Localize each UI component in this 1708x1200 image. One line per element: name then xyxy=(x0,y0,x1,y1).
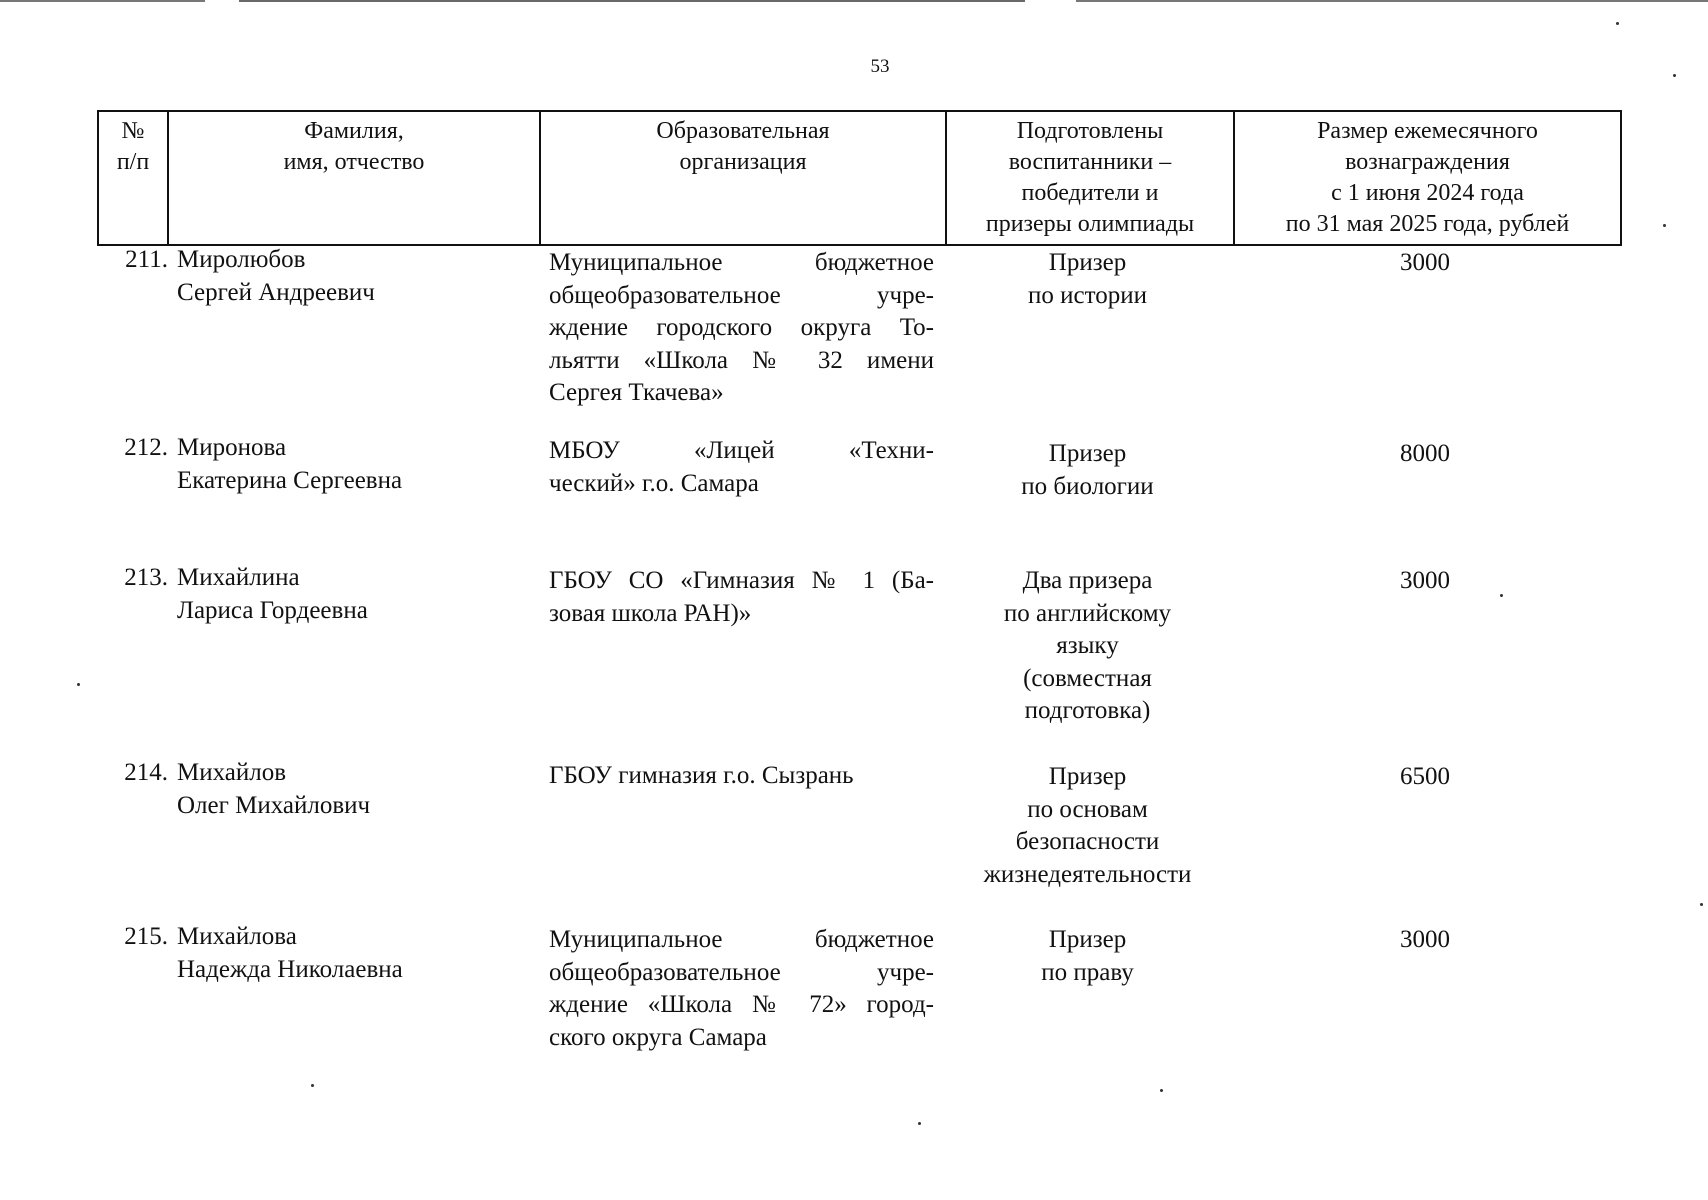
prep-line: Два призера xyxy=(1022,567,1153,594)
scan-speck xyxy=(1700,903,1703,906)
row-amount: 6500 xyxy=(1400,763,1450,790)
row-prepared xyxy=(950,565,1225,728)
prep-line: Призер xyxy=(1048,763,1127,790)
row-organization xyxy=(549,924,934,1054)
header-line: воспитанники – xyxy=(1008,149,1172,175)
prep-line: по истории xyxy=(1028,281,1147,309)
header-line: п/п xyxy=(116,149,150,175)
prep-line: по английскому xyxy=(1003,599,1172,627)
header-line: имя, отчество xyxy=(283,149,425,175)
header-line: № xyxy=(121,118,145,144)
row-amount: 3000 xyxy=(1400,249,1450,276)
org-line: зовая школа РАН)» xyxy=(549,599,752,627)
row-amount: 8000 xyxy=(1400,440,1450,467)
surname: Михайлов xyxy=(177,759,287,786)
surname: Миролюбов xyxy=(177,246,306,273)
header-line: победители и xyxy=(1021,180,1159,206)
scan-speck xyxy=(1616,22,1619,25)
row-prepared xyxy=(950,247,1225,312)
header-line: Фамилия, xyxy=(304,118,404,144)
row-prepared xyxy=(950,761,1225,891)
org-line: ского округа Самара xyxy=(549,1023,767,1051)
row-name xyxy=(177,757,537,822)
header-line: Подготовлены xyxy=(1016,118,1164,144)
scan-speck xyxy=(1673,74,1676,77)
org-line: ждение «Школа № 72» город- xyxy=(549,991,934,1018)
org-line: ГБОУ СО «Гимназия № 1 (Ба- xyxy=(549,567,934,594)
prep-line: (совместная xyxy=(1023,664,1152,692)
org-line: МБОУ «Лицей «Техни- xyxy=(549,437,934,464)
prep-line: Призер xyxy=(1048,249,1127,276)
prep-line: жизнедеятельности xyxy=(983,860,1192,888)
row-number: 212. xyxy=(124,434,168,461)
row-amount: 3000 xyxy=(1400,567,1450,594)
org-line: ческий» г.о. Самара xyxy=(549,469,759,497)
row-number: 213. xyxy=(124,564,168,591)
scan-speck xyxy=(918,1122,921,1125)
org-line: общеобразовательное учре- xyxy=(549,281,934,309)
row-name xyxy=(177,244,537,309)
header-line: по 31 мая 2025 года, рублей xyxy=(1285,211,1570,237)
row-prepared xyxy=(950,924,1225,989)
prep-line: Призер xyxy=(1048,440,1127,467)
scan-speck xyxy=(1160,1089,1163,1092)
scan-speck xyxy=(311,1084,314,1087)
org-line: Муниципальное бюджетное xyxy=(549,926,934,953)
prep-line: языку xyxy=(1056,632,1119,659)
row-organization xyxy=(549,565,934,630)
scan-speck xyxy=(1500,594,1503,597)
scan-speck xyxy=(1663,224,1666,227)
header-line: Размер ежемесячного xyxy=(1317,118,1538,144)
scan-speck xyxy=(77,683,80,686)
given-names: Лариса Гордеевна xyxy=(177,596,368,624)
row-number: 211. xyxy=(125,246,168,273)
header-line: призеры олимпиады xyxy=(985,211,1195,237)
row-amount: 3000 xyxy=(1400,926,1450,953)
org-line: ждение городского округа То- xyxy=(549,314,934,341)
prep-line: Призер xyxy=(1048,926,1127,953)
org-line: Сергея Ткачева» xyxy=(549,379,724,406)
row-organization xyxy=(549,760,934,793)
prep-line: подготовка) xyxy=(1024,697,1151,724)
row-organization xyxy=(549,435,934,500)
row-prepared xyxy=(950,438,1225,503)
given-names: Олег Михайлович xyxy=(177,791,371,819)
row-number: 214. xyxy=(124,759,168,786)
surname: Михайлина xyxy=(177,564,300,591)
page-number: 53 xyxy=(870,56,890,77)
row-organization xyxy=(549,247,934,410)
row-name xyxy=(177,432,537,497)
prep-line: безопасности xyxy=(1015,828,1160,855)
org-line: ГБОУ гимназия г.о. Сызрань xyxy=(549,762,854,789)
row-number: 215. xyxy=(124,923,168,950)
prep-line: по биологии xyxy=(1021,472,1154,500)
header-line: с 1 июня 2024 года xyxy=(1331,180,1524,206)
row-name xyxy=(177,562,537,627)
header-line: организация xyxy=(679,149,807,175)
header-line: вознаграждения xyxy=(1345,149,1510,175)
prep-line: по праву xyxy=(1041,958,1134,986)
given-names: Сергей Андреевич xyxy=(177,278,375,306)
org-line: Муниципальное бюджетное xyxy=(549,249,934,276)
surname: Михайлова xyxy=(177,923,297,950)
header-line: Образовательная xyxy=(656,118,830,144)
row-name xyxy=(177,921,537,986)
given-names: Екатерина Сергеевна xyxy=(177,466,403,494)
prep-line: по основам xyxy=(1027,795,1148,823)
given-names: Надежда Николаевна xyxy=(177,955,403,983)
surname: Миронова xyxy=(177,434,287,461)
org-line: общеобразовательное учре- xyxy=(549,958,934,986)
org-line: льятти «Школа № 32 имени xyxy=(549,346,934,374)
